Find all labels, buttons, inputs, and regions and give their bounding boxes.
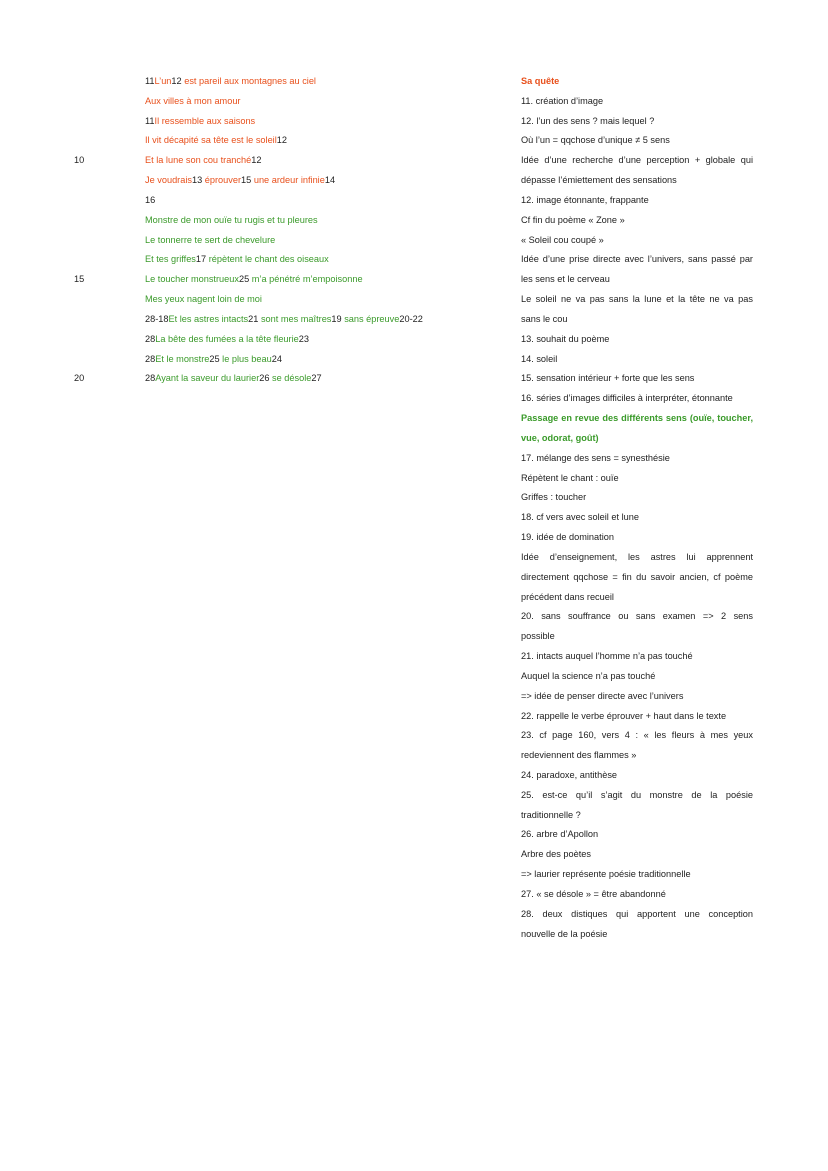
- note-line: dépasse l’émiettement des sensations: [521, 175, 677, 186]
- note-reference-number: 11: [145, 115, 155, 126]
- note-line: 25. est-ce qu’il s’agit du monstre de la poésie: [521, 789, 753, 800]
- note-reference-number: 28-18: [145, 313, 169, 324]
- note-reference-number: 11: [145, 76, 155, 86]
- note-line: Idée d’une recherche d’une perception + globale qui: [521, 155, 753, 166]
- poem-line: [145, 112, 475, 132]
- poem-text: La bête des fumées a la tête fleurie: [155, 333, 299, 344]
- poem-text: répètent le chant des oiseaux: [206, 254, 329, 265]
- note-line: nouvelle de la poésie: [521, 928, 608, 939]
- poem-line: [145, 211, 475, 231]
- note-line: possible: [521, 631, 555, 642]
- poem-line: [145, 92, 475, 112]
- poem-text: Monstre de mon ouïe tu rugis et tu pleures: [145, 214, 318, 225]
- line-number: 15: [74, 274, 85, 285]
- poem-line: [145, 270, 475, 290]
- note-line: 26. arbre d’Apollon: [521, 829, 599, 840]
- poem-column: [145, 72, 475, 389]
- note-line: Idée d’une prise directe avec l’univers, sans passé par: [521, 254, 753, 265]
- note-line: Répètent le chant : ouïe: [521, 472, 619, 483]
- note-line: Griffes : toucher: [521, 492, 587, 503]
- line-number: 20: [74, 373, 85, 384]
- note-reference-number: 17: [195, 254, 207, 265]
- poem-text: Et tes griffes: [145, 254, 196, 265]
- note-reference-number: 21: [248, 313, 259, 324]
- note-reference-number: 20-22: [399, 313, 423, 324]
- poem-line: [145, 151, 475, 171]
- note-line: 12. l’un des sens ? mais lequel ?: [521, 115, 655, 126]
- note-reference-number: 14: [324, 175, 336, 186]
- poem-line: [145, 250, 475, 270]
- note-line: 15. sensation intérieur + forte que les sens: [521, 373, 695, 384]
- note-line: Auquel la science n’a pas touché: [521, 670, 656, 681]
- note-line: 16. séries d’images difficiles à interpréter, étonnante: [521, 393, 733, 404]
- note-line: directement qqchose = fin du savoir ancien, cf poème: [521, 571, 753, 582]
- poem-text: le plus beau: [219, 353, 272, 364]
- note-reference-number: 28: [145, 333, 156, 344]
- poem-text: Je voudrais: [145, 175, 192, 186]
- poem-line: [145, 131, 475, 151]
- poem-text: Le tonnerre te sert de chevelure: [145, 234, 276, 245]
- note-line: => idée de penser directe avec l’univers: [521, 690, 684, 701]
- poem-text: une ardeur infinie: [251, 175, 325, 186]
- line-number: 10: [74, 155, 85, 166]
- note-reference-number: 28: [145, 353, 156, 364]
- note-line: 18. cf vers avec soleil et lune: [521, 512, 639, 523]
- note-line: 11. création d’image: [521, 95, 604, 106]
- note-reference-number: 27: [311, 373, 322, 384]
- note-line: Où l’un = qqchose d’unique ≠ 5 sens: [521, 135, 670, 146]
- note-line: Le soleil ne va pas sans la lune et la tête ne va pas: [521, 294, 753, 305]
- note-reference-number: 16: [145, 194, 156, 205]
- note-reference-number: 12: [251, 155, 262, 166]
- note-line: 19. idée de domination: [521, 532, 614, 543]
- note-heading: Sa quête: [521, 76, 560, 86]
- poem-text: Il vit décapité sa tête est le soleil: [145, 135, 277, 146]
- note-line: sans le cou: [521, 313, 568, 324]
- poem-line: [145, 290, 475, 310]
- poem-text: Ayant la saveur du laurier: [155, 373, 260, 384]
- note-line: 20. sans souffrance ou sans examen => 2 sens: [521, 611, 753, 622]
- notes-column: [521, 72, 753, 944]
- poem-text: éprouver: [202, 175, 242, 186]
- note-reference-number: 12: [276, 135, 287, 146]
- poem-line: [145, 330, 475, 350]
- note-line: « Soleil cou coupé »: [521, 234, 604, 245]
- poem-text: Et le monstre: [155, 353, 210, 364]
- poem-text: est pareil aux montagnes au ciel: [181, 76, 316, 86]
- note-reference-number: 25: [238, 274, 250, 285]
- poem-line: [145, 191, 475, 211]
- note-reference-number: 13: [191, 175, 203, 186]
- poem-line: [145, 231, 475, 251]
- note-line: 13. souhait du poème: [521, 333, 610, 344]
- note-line: Cf fin du poème « Zone »: [521, 214, 625, 225]
- note-line: traditionnelle ?: [521, 809, 581, 820]
- note-reference-number: 25: [209, 353, 220, 364]
- note-line: Arbre des poètes: [521, 849, 591, 860]
- note-reference-number: 26: [259, 373, 270, 384]
- note-reference-number: 15: [241, 175, 252, 186]
- note-line: 21. intacts auquel l’homme n’a pas touché: [521, 651, 693, 662]
- poem-line: [145, 350, 475, 370]
- note-reference-number: 12: [171, 76, 182, 86]
- note-line: 17. mélange des sens = synesthésie: [521, 452, 670, 463]
- poem-text: m’a pénétré m’empoisonne: [249, 274, 363, 285]
- poem-line: [145, 72, 475, 92]
- note-line: 14. soleil: [521, 353, 558, 364]
- note-line: => laurier représente poésie traditionnelle: [521, 869, 691, 880]
- note-line: redeviennent des flammes »: [521, 750, 637, 761]
- note-reference-number: 28: [145, 373, 156, 384]
- note-line: 24. paradoxe, antithèse: [521, 769, 618, 780]
- note-line: 23. cf page 160, vers 4 : « les fleurs à mes yeux: [521, 730, 753, 741]
- poem-line: [145, 171, 475, 191]
- poem-text: Mes yeux nagent loin de moi: [145, 294, 262, 305]
- poem-line: [145, 310, 475, 330]
- note-heading: vue, odorat, goût): [521, 432, 599, 443]
- poem-text: sont mes maîtres: [258, 313, 332, 324]
- poem-line: [145, 369, 475, 389]
- note-line: 12. image étonnante, frappante: [521, 194, 649, 205]
- note-line: 27. « se désole » = être abandonné: [521, 888, 666, 899]
- poem-text: Et la lune son cou tranché: [145, 155, 252, 166]
- note-heading: Passage en revue des différents sens (ouïe, toucher,: [521, 413, 753, 424]
- poem-text: Et les astres intacts: [168, 313, 249, 324]
- note-reference-number: 24: [271, 353, 282, 364]
- note-line: les sens et le cerveau: [521, 274, 610, 285]
- poem-text: Aux villes à mon amour: [145, 95, 241, 106]
- poem-text: Il ressemble aux saisons: [154, 115, 256, 126]
- poem-text: Le toucher monstrueux: [145, 274, 239, 285]
- poem-text: L’un: [154, 76, 172, 86]
- note-reference-number: 23: [298, 333, 309, 344]
- note-line: Idée d’enseignement, les astres lui apprennent: [521, 551, 753, 562]
- poem-text: sans épreuve: [341, 313, 400, 324]
- poem-text: se désole: [269, 373, 312, 384]
- note-reference-number: 19: [331, 313, 342, 324]
- note-line: 28. deux distiques qui apportent une conception: [521, 908, 753, 919]
- note-line: précédent dans recueil: [521, 591, 614, 602]
- note-line: 22. rappelle le verbe éprouver + haut dans le texte: [521, 710, 727, 721]
